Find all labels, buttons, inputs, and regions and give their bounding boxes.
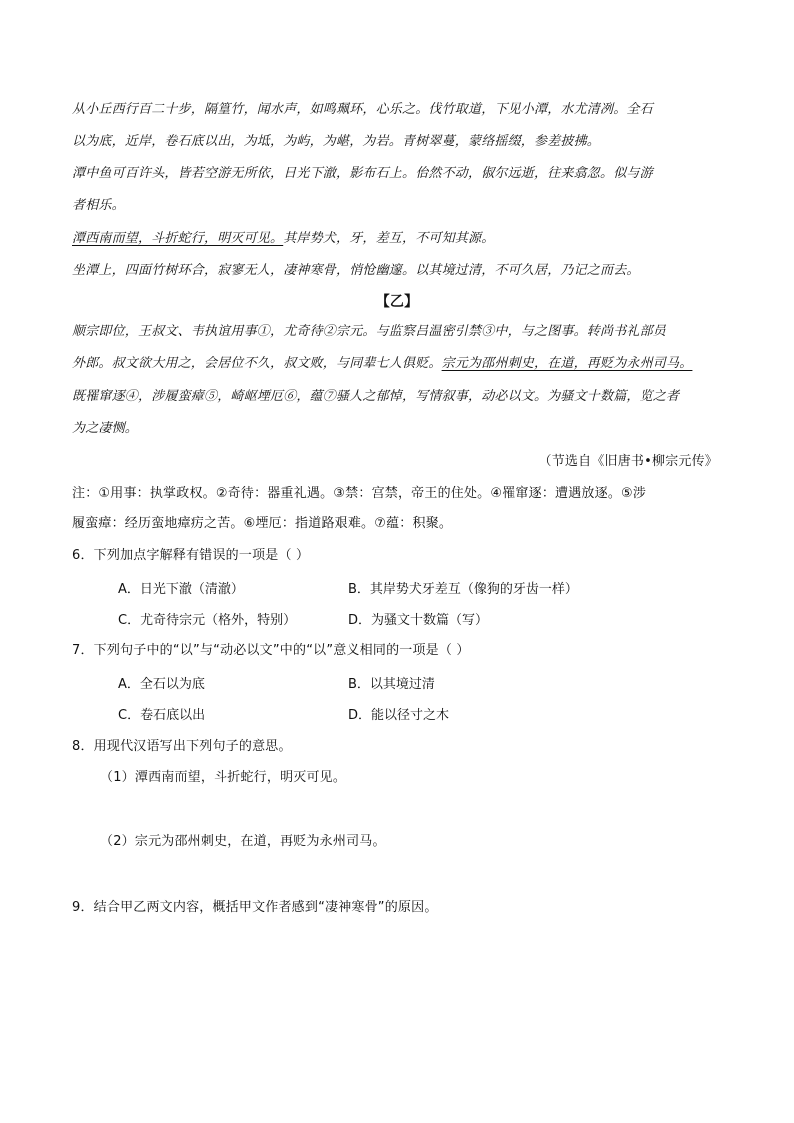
question-7-option-d: D．能以径寸之木 [348, 708, 450, 723]
notes-line1: 注：①用事：执掌政权。②奇待：器重礼遇。③禁：宫禁，帝王的住处。④罹窜逐：遭遇放逐。⑤涉 [72, 486, 647, 501]
passage-yi-line2 [72, 354, 732, 374]
passage-yi-title: 【乙】 [375, 294, 419, 310]
question-6-option-c: C．尤奇待宗元（格外，特别） [118, 613, 297, 628]
question-6-stem: 6．下列加点字解释有错误的一项是（ ） [72, 548, 310, 563]
question-8-sentence-2: （2）宗元为邵州刺史，在道，再贬为永州司马。 [100, 834, 386, 849]
passage-jia-p1-line2: 以为底，近岸，卷石底以出，为坻，为屿，为嵁，为岩。青树翠蔓，蒙络摇缀，参差披拂。 [72, 134, 601, 149]
passage-yi-line4: 为之凄恻。 [72, 421, 139, 436]
passage-jia-p3-underlined: 潭西南而望，斗折蛇行，明灭可见。 [72, 231, 284, 246]
question-9-stem: 9．结合甲乙两文内容，概括甲文作者感到“凄神寒骨”的原因。 [72, 900, 438, 915]
question-7-option-b: B．以其境过清 [348, 677, 435, 692]
passage-jia-p2-line2: 者相乐。 [72, 198, 125, 213]
question-8-sentence-1: （1）潭西南而望，斗折蛇行，明灭可见。 [100, 770, 347, 785]
question-8-stem: 8．用现代汉语写出下列句子的意思。 [72, 739, 292, 754]
passage-jia-p2-line1: 潭中鱼可百许头，皆若空游无所依，日光下澈，影布石上。佁然不动，俶尔远逝，往来翕忽。似与游 [72, 166, 653, 181]
question-6-option-d: D．为骚文十数篇（写） [348, 613, 489, 628]
question-7-option-a: A．全石以为底 [118, 677, 205, 692]
question-6-option-b: B．其岸势犬牙差互（像狗的牙齿一样） [348, 582, 578, 597]
passage-yi-line2-underlined: 宗元为邵州刺史，在道，再贬为永州司马。 [441, 356, 693, 371]
passage-yi-line2-a: 外郎。叔文欲大用之，会居位不久，叔文败，与同辈七人俱贬。 [72, 356, 442, 371]
passage-jia-p1-line1: 从小丘西行百二十步，隔篁竹，闻水声，如鸣珮环，心乐之。伐竹取道，下见小潭，水尤清冽。全石 [72, 102, 653, 117]
notes-line2: 履蛮瘴：经历蛮地瘴疠之苦。⑥堙厄：指道路艰难。⑦蕴：积聚。 [72, 516, 453, 531]
passage-yi-line1: 顺宗即位，王叔文、韦执谊用事①，尤奇待②宗元。与监察吕温密引禁③中，与之图事。转尚书礼部员 [72, 324, 667, 339]
passage-jia-p3 [72, 229, 732, 249]
passage-jia-p4: 坐潭上，四面竹树环合，寂寥无人，凄神寒骨，悄怆幽邃。以其境过清，不可久居，乃记之而去。 [72, 263, 640, 278]
passage-jia-p3-rest: 其岸势犬，牙，差互，不可知其源。 [283, 231, 495, 246]
passage-yi-source: （节选自《旧唐书•柳宗元传》 [538, 454, 718, 469]
passage-yi-line3: 既罹窜逐④，涉履蛮瘴⑤，崎岖堙厄⑥，蕴⑦骚人之郁悼，写情叙事，动必以文。为骚文十数篇，览之者 [72, 389, 680, 404]
question-7-stem: 7．下列句子中的“以”与“动必以文”中的“以”意义相同的一项是（ ） [72, 643, 470, 658]
question-6-option-a: A．日光下澈（清澈） [118, 582, 244, 597]
question-7-option-c: C．卷石底以出 [118, 708, 206, 723]
